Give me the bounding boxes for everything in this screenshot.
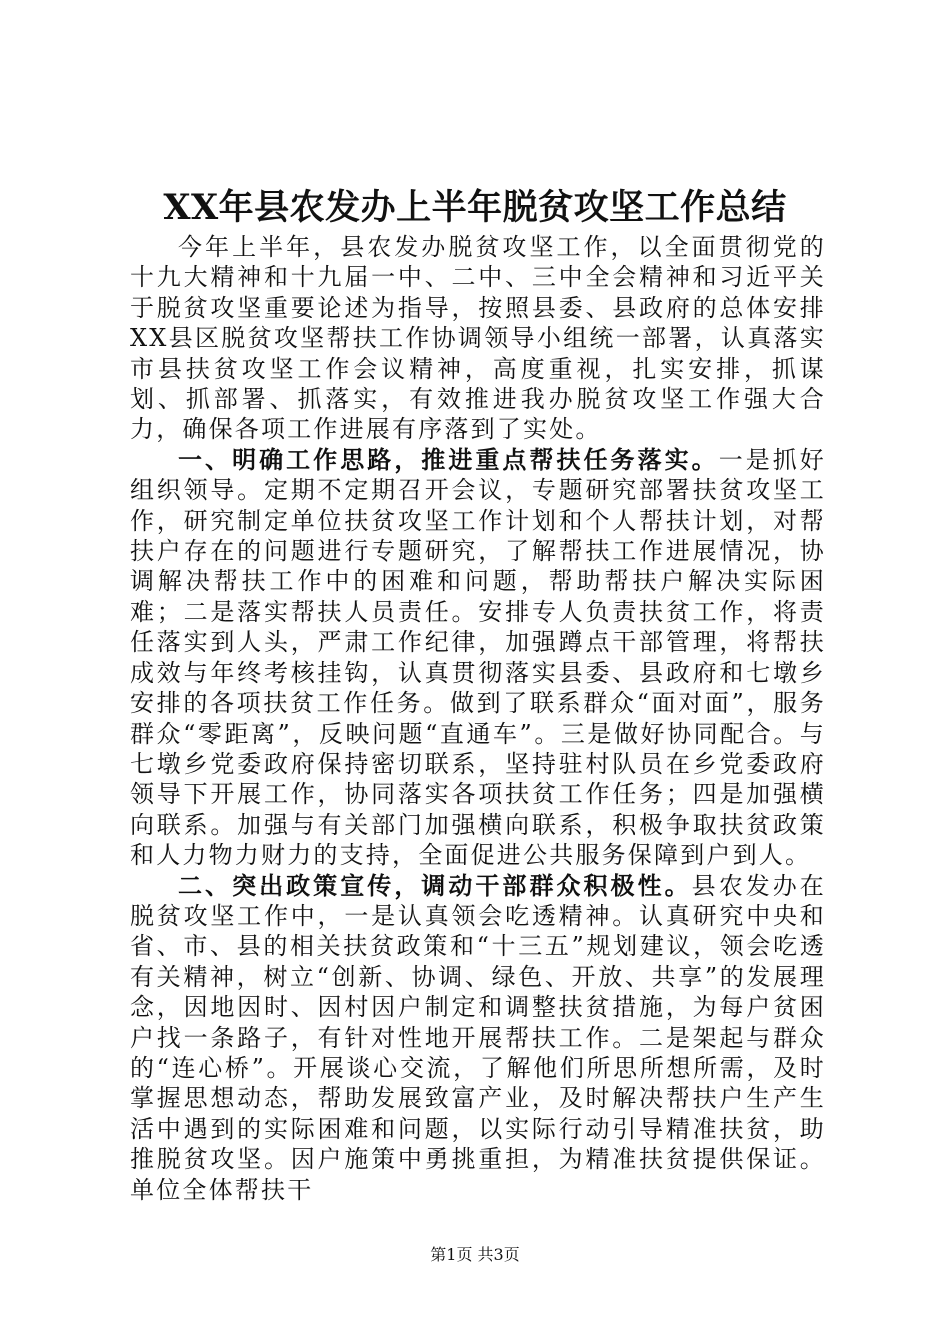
section-heading-2: 二、突出政策宣传，调动干部群众积极性。 [178, 870, 692, 900]
page-number: 第1页 共3页 [430, 1245, 520, 1264]
paragraph-text: 县农发办在脱贫攻坚工作中，一是认真领会吃透精神。认真研究中央和省、市、县的相关扶贫政策和“十三五”规划建议，领会吃透有关精神，树立“创新、协调、绿色、开放、共享”的发展理念，因地因时、因村因户制定和调整扶贫措施，为每户贫困户找一条路子，有针对性地开展帮扶工作。二是架起与群众的“连心桥”。开展谈心交流，了解他们所思所想所需，及时掌握思想动态，帮助发展致富产业，及时解决帮扶户生产生活中遇到的实际困难和问题，以实际行动引导精准扶贫，助推脱贫攻坚。因户施策中勇挑重担，为精准扶贫提供保证。单位全体帮扶干 [130, 871, 826, 1204]
paragraph-section-1 [130, 445, 826, 871]
document-body [130, 232, 826, 1205]
paragraph-intro [130, 232, 826, 445]
paragraph-section-2 [130, 871, 826, 1205]
document-title: XX年县农发办上半年脱贫攻坚工作总结 [163, 187, 787, 228]
section-heading-1: 一、明确工作思路，推进重点帮扶任务落实。 [178, 444, 719, 474]
paragraph-text: 今年上半年，县农发办脱贫攻坚工作，以全面贯彻党的十九大精神和十九届一中、二中、三中全会精神和习近平关于脱贫攻坚重要论述为指导，按照县委、县政府的总体安排XX县区脱贫攻坚帮扶工作协调领导小组统一部署，认真落实市县扶贫攻坚工作会议精神，高度重视，扎实安排，抓谋划、抓部署、抓落实，有效推进我办脱贫攻坚工作强大合力，确保各项工作进展有序落到了实处。 [130, 233, 826, 444]
paragraph-text: 一是抓好组织领导。定期不定期召开会议，专题研究部署扶贫攻坚工作，研究制定单位扶贫攻坚工作计划和个人帮扶计划，对帮扶户存在的问题进行专题研究，了解帮扶工作进展情况，协调解决帮扶工作中的困难和问题，帮助帮扶户解决实际困难；二是落实帮扶人员责任。安排专人负责扶贫工作，将责任落实到人头，严肃工作纪律，加强蹲点干部管理，将帮扶成效与年终考核挂钩，认真贯彻落实县委、县政府和七墩乡安排的各项扶贫工作任务。做到了联系群众“面对面”，服务群众“零距离”，反映问题“直通车”。三是做好协同配合。与七墩乡党委政府保持密切联系，坚持驻村队员在乡党委政府领导下开展工作，协同落实各项扶贫工作任务；四是加强横向联系。加强与有关部门加强横向联系，积极争取扶贫政策和人力物力财力的支持，全面促进公共服务保障到户到人。 [130, 445, 826, 870]
page-footer [0, 1244, 950, 1266]
